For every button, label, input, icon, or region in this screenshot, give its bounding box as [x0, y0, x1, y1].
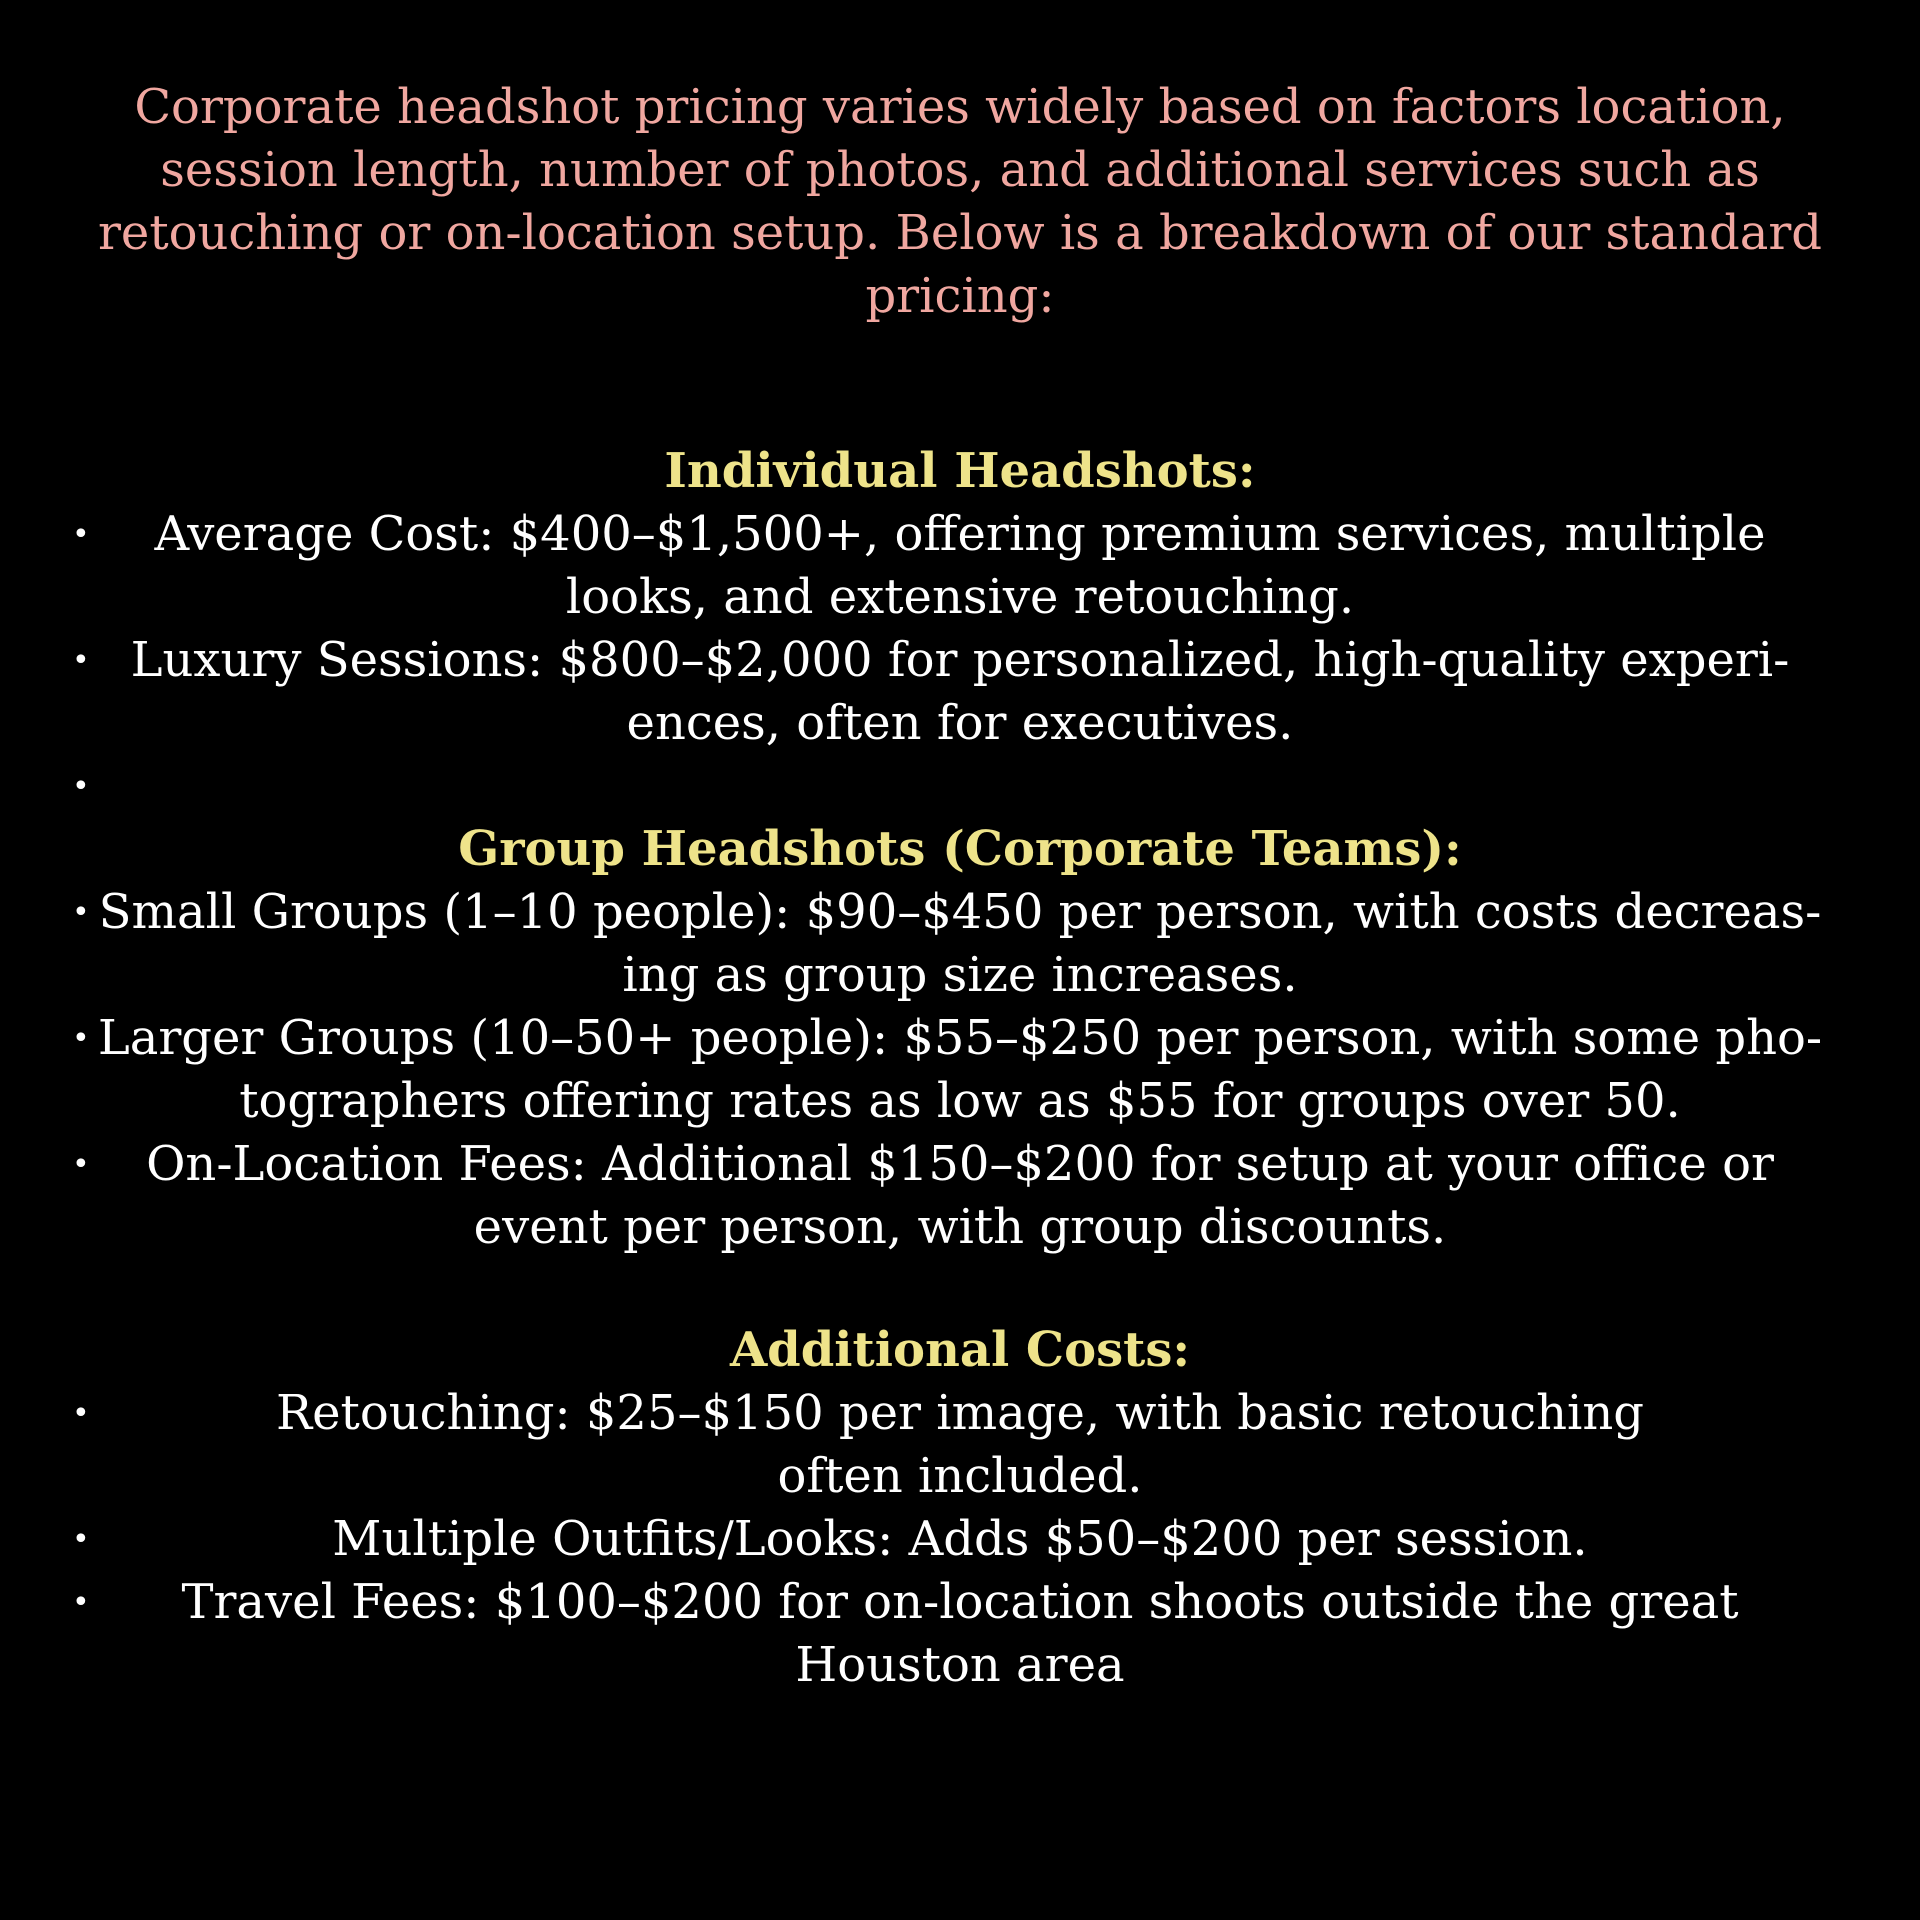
section-heading-individual: Individual Headshots:: [664, 443, 1256, 499]
bullet-text: On-Location Fees: Additional $150–$200 for setup at your office or event per person, with group discounts.: [146, 1136, 1774, 1255]
bullet-icon: •: [72, 1021, 90, 1056]
bullet-item: [72, 1508, 1840, 1571]
bullet-item: [72, 629, 1840, 755]
bullet-text: Multiple Outfits/Looks: Adds $50–$200 per session.: [332, 1511, 1588, 1567]
bullet-list-additional: [72, 1382, 1840, 1697]
bullet-text: Travel Fees: $100–$200 for on-location shoots outside the great Houston area: [181, 1574, 1739, 1693]
section-group-headshots: [72, 818, 1840, 1259]
bullet-item: [72, 755, 1840, 818]
section-heading-group: Group Headshots (Corporate Teams):: [458, 821, 1462, 877]
bullet-item: [72, 1007, 1840, 1133]
bullet-text: Luxury Sessions: $800–$2,000 for personalized, high-quality experi-ences, often for executives.: [130, 632, 1790, 751]
bullet-list-individual: [72, 503, 1840, 818]
bullet-icon: •: [72, 1396, 90, 1431]
bullet-item: [72, 1133, 1840, 1259]
bullet-list-group: [72, 881, 1840, 1259]
bullet-icon: •: [72, 643, 90, 678]
bullet-text: Larger Groups (10–50+ people): $55–$250 per person, with some pho-tographers offering rates as low as $55 for groups over 50.: [97, 1010, 1823, 1129]
intro-paragraph: Corporate headshot pricing varies widely based on factors location, session length, number of photos, and additional services such as retouching or on-location setup. Below is a breakdown of our standard pricing:: [97, 79, 1823, 324]
section-additional-costs: [72, 1319, 1840, 1697]
bullet-text: Average Cost: $400–$1,500+, offering premium services, multiple looks, and extensive retouching.: [154, 506, 1766, 625]
bullet-text: Retouching: $25–$150 per image, with basic retouching often included.: [276, 1385, 1644, 1504]
spacer: [80, 328, 1840, 440]
bullet-icon: •: [72, 769, 90, 804]
bullet-icon: •: [72, 895, 90, 930]
bullet-icon: •: [72, 517, 90, 552]
bullet-item: [72, 503, 1840, 629]
bullet-icon: •: [72, 1522, 90, 1557]
bullet-icon: •: [72, 1147, 90, 1182]
spacer: [80, 1259, 1840, 1319]
section-heading-additional: Additional Costs:: [729, 1322, 1191, 1378]
bullet-icon: •: [72, 1585, 90, 1620]
bullet-text: Small Groups (1–10 people): $90–$450 per person, with costs decreas-ing as group size increases.: [98, 884, 1822, 1003]
bullet-item: [72, 1382, 1840, 1508]
section-individual-headshots: [72, 440, 1840, 818]
bullet-item: [72, 1571, 1840, 1697]
bullet-item: [72, 881, 1840, 1007]
